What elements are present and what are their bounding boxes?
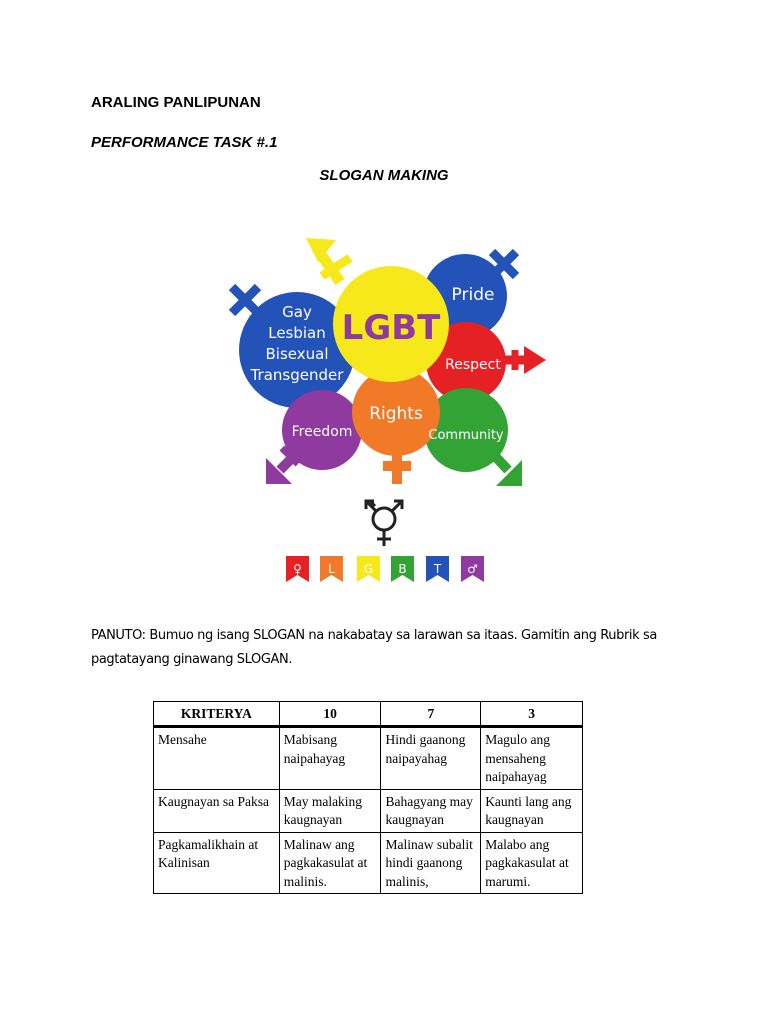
header-score-7: 7 (381, 702, 481, 727)
header-criteria: KRITERYA (154, 702, 280, 727)
subject-title: ARALING PANLIPUNAN (91, 94, 261, 111)
blue-cross-icon (232, 287, 258, 313)
flag-row (286, 556, 484, 582)
table-cell: Bahagyang may kaugnayan (381, 789, 481, 832)
table-cell: Magulo ang mensaheng naipahayag (481, 727, 583, 790)
table-cell: Kaugnayan sa Paksa (154, 789, 280, 832)
yellow-arrow-icon (306, 238, 350, 282)
table-cell: Kaunti lang ang kaugnayan (481, 789, 583, 832)
respect-label: Respect (445, 357, 501, 373)
flag-label-l: L (328, 562, 335, 576)
table-cell: Malabo ang pagkakasulat at marumi. (481, 832, 583, 894)
flag-label-female: ♀ (293, 562, 302, 576)
gay-label: Gay (282, 303, 312, 321)
table-cell: Malinaw ang pagkakasulat at malinis. (279, 832, 381, 894)
lesbian-label: Lesbian (268, 324, 326, 342)
table-cell: Pagkamalikhain at Kalinisan (154, 832, 280, 894)
pride-label: Pride (451, 285, 495, 305)
flag-label-t: T (433, 562, 442, 576)
header-score-3: 3 (481, 702, 583, 727)
bisexual-label: Bisexual (265, 345, 329, 363)
instruction-paragraph (91, 624, 661, 672)
transgender-label: Transgender (250, 366, 344, 384)
table-header-row (154, 702, 583, 727)
lgbt-graphic (220, 232, 555, 592)
table-row (154, 832, 583, 894)
header-score-10: 10 (279, 702, 381, 727)
table-cell: May malaking kaugnayan (279, 789, 381, 832)
rights-label: Rights (369, 404, 423, 424)
page-title: SLOGAN MAKING (319, 167, 449, 184)
rubric-table (153, 701, 583, 894)
transgender-symbol-icon (366, 501, 402, 546)
table-row (154, 789, 583, 832)
table-row (154, 727, 583, 790)
community-label: Community (428, 428, 504, 443)
table-cell: Mensahe (154, 727, 280, 790)
task-title: PERFORMANCE TASK #.1 (91, 134, 278, 151)
flag-label-b: B (398, 562, 407, 576)
table-cell: Malinaw subalit hindi gaanong malinis, (381, 832, 481, 894)
red-arrow-icon (500, 346, 546, 374)
center-label: LGBT (341, 308, 441, 348)
flag-label-g: G (363, 562, 374, 576)
table-cell: Hindi gaanong naipayahag (381, 727, 481, 790)
instruction-line-1: PANUTO: Bumuo ng isang SLOGAN na nakabatay sa larawan sa itaas. Gamitin ang Rubrik sa (91, 628, 657, 643)
table-cell: Mabisang naipahayag (279, 727, 381, 790)
flag-label-male: ♂ (467, 562, 478, 576)
instruction-line-2: pagtatayang ginawang SLOGAN. (91, 652, 293, 667)
freedom-label: Freedom (291, 424, 353, 440)
